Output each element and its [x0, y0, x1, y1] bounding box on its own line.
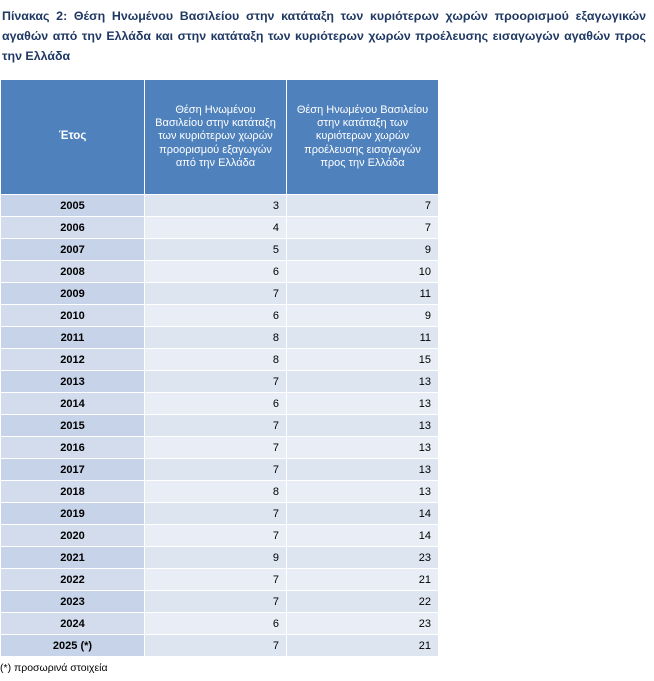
year-cell: 2025 (*)	[1, 635, 145, 657]
table-row	[1, 217, 439, 239]
year-cell: 2015	[1, 415, 145, 437]
exports-rank-cell: 4	[145, 217, 287, 239]
exports-rank-cell: 7	[145, 591, 287, 613]
table-row	[1, 393, 439, 415]
exports-rank-cell: 6	[145, 613, 287, 635]
imports-rank-cell: 13	[287, 481, 439, 503]
exports-column-header	[145, 80, 287, 195]
exports-rank-cell: 9	[145, 547, 287, 569]
table-title: Πίνακας 2: Θέση Ηνωμένου Βασιλείου στην κατάταξη των κυριότερων χωρών προορισμού εξαγωγικών αγαθών από την Ελλάδα και στην κατάταξη των κυριότερων χωρών προέλευσης εισαγωγών αγαθών προς την Ελλάδα	[2, 9, 646, 63]
year-cell: 2021	[1, 547, 145, 569]
table-row	[1, 305, 439, 327]
imports-rank-cell: 15	[287, 349, 439, 371]
year-cell: 2007	[1, 239, 145, 261]
table-row	[1, 481, 439, 503]
exports-rank-cell: 7	[145, 635, 287, 657]
year-cell: 2005	[1, 195, 145, 217]
exports-rank-cell: 7	[145, 371, 287, 393]
table-row	[1, 261, 439, 283]
table-row	[1, 459, 439, 481]
imports-rank-cell: 13	[287, 371, 439, 393]
imports-rank-cell: 21	[287, 569, 439, 591]
exports-rank-cell: 5	[145, 239, 287, 261]
imports-rank-cell: 7	[287, 217, 439, 239]
exports-rank-cell: 7	[145, 415, 287, 437]
imports-rank-cell: 10	[287, 261, 439, 283]
year-cell: 2010	[1, 305, 145, 327]
imports-rank-cell: 11	[287, 327, 439, 349]
table-row	[1, 503, 439, 525]
exports-rank-cell: 6	[145, 305, 287, 327]
year-cell: 2006	[1, 217, 145, 239]
table-row	[1, 327, 439, 349]
table-row	[1, 437, 439, 459]
exports-rank-cell: 6	[145, 393, 287, 415]
exports-rank-cell: 8	[145, 327, 287, 349]
imports-rank-cell: 13	[287, 393, 439, 415]
imports-rank-cell: 14	[287, 525, 439, 547]
imports-rank-cell: 9	[287, 239, 439, 261]
year-column-header-label: Έτος	[58, 130, 87, 143]
year-cell: 2020	[1, 525, 145, 547]
year-cell: 2013	[1, 371, 145, 393]
table-row	[1, 591, 439, 613]
year-cell: 2022	[1, 569, 145, 591]
year-cell: 2011	[1, 327, 145, 349]
table-row	[1, 635, 439, 657]
imports-rank-cell: 23	[287, 547, 439, 569]
imports-rank-cell: 13	[287, 459, 439, 481]
year-cell: 2012	[1, 349, 145, 371]
imports-rank-cell: 23	[287, 613, 439, 635]
exports-column-header-label: Θέση Ηνωμένου Βασιλείου στην κατάταξη των κυριότερων χωρών προορισμού εξαγωγών από την Ελλάδα	[155, 103, 276, 169]
exports-rank-cell: 7	[145, 283, 287, 305]
table-row	[1, 239, 439, 261]
exports-rank-cell: 8	[145, 481, 287, 503]
imports-column-header	[287, 80, 439, 195]
year-cell: 2014	[1, 393, 145, 415]
table-body	[1, 195, 439, 657]
table-row	[1, 547, 439, 569]
imports-rank-cell: 13	[287, 437, 439, 459]
year-cell: 2009	[1, 283, 145, 305]
exports-rank-cell: 7	[145, 525, 287, 547]
year-cell: 2017	[1, 459, 145, 481]
imports-rank-cell: 13	[287, 415, 439, 437]
imports-column-header-label: Θέση Ηνωμένου Βασιλείου στην κατάταξη των κυριότερων χωρών προέλευσης εισαγωγών προς την Ελλάδα	[296, 103, 429, 169]
year-cell: 2019	[1, 503, 145, 525]
exports-rank-cell: 8	[145, 349, 287, 371]
footnote: (*) προσωρινά στοιχεία	[0, 662, 108, 674]
table-row	[1, 569, 439, 591]
exports-rank-cell: 7	[145, 503, 287, 525]
year-cell: 2018	[1, 481, 145, 503]
table-row	[1, 613, 439, 635]
table-row	[1, 195, 439, 217]
header-row	[1, 80, 439, 195]
table-row	[1, 415, 439, 437]
year-cell: 2024	[1, 613, 145, 635]
table-row	[1, 525, 439, 547]
table-header	[1, 80, 439, 195]
table-row	[1, 371, 439, 393]
year-cell: 2016	[1, 437, 145, 459]
year-cell: 2008	[1, 261, 145, 283]
imports-rank-cell: 14	[287, 503, 439, 525]
imports-rank-cell: 7	[287, 195, 439, 217]
uk-ranking-table	[0, 79, 439, 657]
imports-rank-cell: 11	[287, 283, 439, 305]
table-row	[1, 349, 439, 371]
exports-rank-cell: 3	[145, 195, 287, 217]
exports-rank-cell: 7	[145, 437, 287, 459]
table-row	[1, 283, 439, 305]
imports-rank-cell: 21	[287, 635, 439, 657]
imports-rank-cell: 22	[287, 591, 439, 613]
exports-rank-cell: 7	[145, 459, 287, 481]
year-column-header	[1, 80, 145, 195]
exports-rank-cell: 6	[145, 261, 287, 283]
year-cell: 2023	[1, 591, 145, 613]
imports-rank-cell: 9	[287, 305, 439, 327]
exports-rank-cell: 7	[145, 569, 287, 591]
